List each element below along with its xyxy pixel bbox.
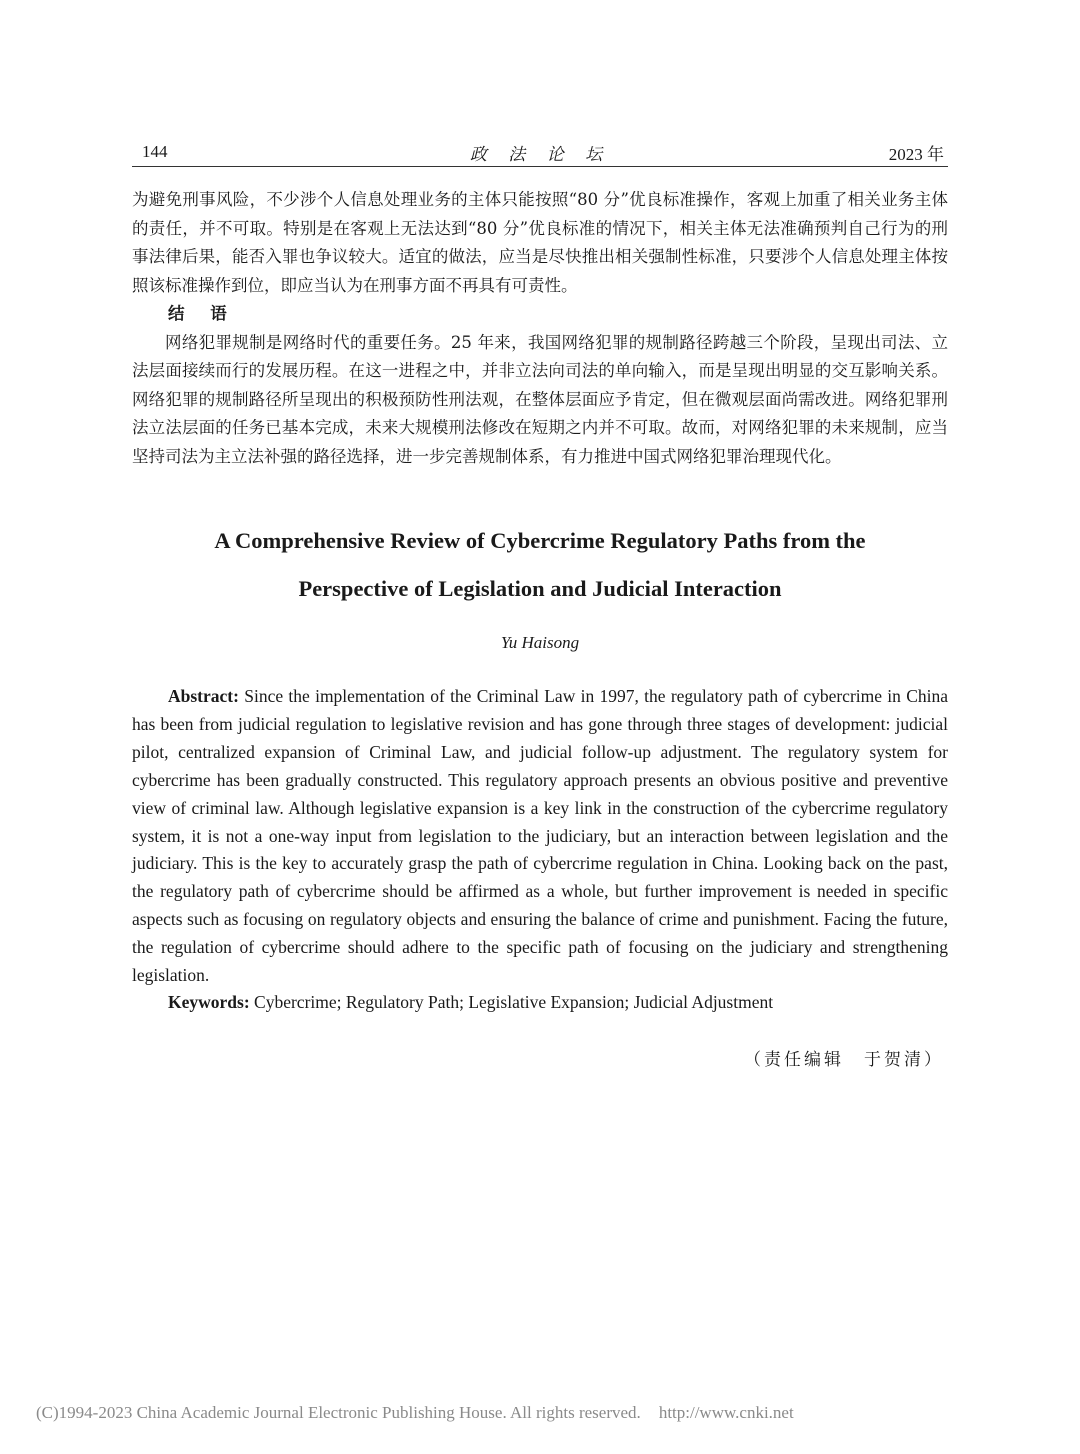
journal-name: 政 法 论 坛 xyxy=(469,145,611,165)
keywords-label: Keywords: xyxy=(168,992,250,1012)
conclusion-paragraph: 网络犯罪规制是网络时代的重要任务。25 年来，我国网络犯罪的规制路径跨越三个阶段，呈现出司法、立法层面接续而行的发展历程。在这一进程之中，并非立法向司法的单向输入，而是呈现出明显的交互影响关系。网络犯罪的规制路径所呈现出的积极预防性刑法观，在整体层面应予肯定，但在微观层面尚需改进。网络犯罪刑法立法层面的任务已基本完成，未来大规模刑法修改在短期之内并不可取。故而，对网络犯罪的未来规制，应当坚持司法为主立法补强的路径选择，进一步完善规制体系，有力推进中国式网络犯罪治理现代化。 xyxy=(132,332,948,466)
copyright-footer xyxy=(36,1403,794,1423)
english-title xyxy=(132,517,948,613)
abstract-paragraph xyxy=(132,683,948,990)
paper-page xyxy=(132,0,948,1454)
chinese-body xyxy=(132,186,948,471)
section-heading-conclusion: 结 语 xyxy=(168,304,237,323)
keywords-text: Cybercrime; Regulatory Path; Legislative Expansion; Judicial Adjustment xyxy=(254,992,774,1012)
copyright-text: (C)1994-2023 China Academic Journal Electronic Publishing House. All rights reserved. xyxy=(36,1403,641,1422)
editor-credit: （责任编辑 于贺清） xyxy=(744,1050,944,1070)
english-title-line-1: A Comprehensive Review of Cybercrime Regulatory Paths from the xyxy=(214,528,866,553)
keywords-paragraph xyxy=(168,989,948,1017)
running-header xyxy=(132,136,948,167)
english-title-line-2: Perspective of Legislation and Judicial Interaction xyxy=(298,576,782,601)
author-name: Yu Haisong xyxy=(500,633,580,652)
page-number: 144 xyxy=(142,142,168,161)
abstract-text: Since the implementation of the Criminal Law in 1997, the regulatory path of cybercrime in China has been from judicial regulation to legislative revision and has gone through three stages of development: judicial pilot, centralized expansion of Criminal Law, and judicial follow-up adjustment. The regulatory system for cybercrime has been gradually constructed. This regulatory approach presents an obvious positive and preventive view of criminal law. Although legislative expansion is a key link in the construction of the cybercrime regulatory system, it is not a one-way input from legislation to the judiciary, but an interaction between legislation and the judiciary. This is the key to accurately grasp the path of cybercrime regulation in China. Looking back on the past, the regulatory path of cybercrime should be affirmed as a whole, but further improvement is needed in specific aspects such as focusing on regulatory objects and ensuring the balance of crime and punishment. Facing the future, the regulation of cybercrime should adhere to the specific path of focusing on the judiciary and strengthening legislation. xyxy=(132,686,949,986)
abstract-label: Abstract: xyxy=(168,686,239,706)
issue-year: 2023 年 xyxy=(888,145,944,164)
cnki-link[interactable]: http://www.cnki.net xyxy=(658,1403,794,1422)
continuation-paragraph: 为避免刑事风险，不少涉个人信息处理业务的主体只能按照“80 分”优良标准操作，客观上加重了相关业务主体的责任，并不可取。特别是在客观上无法达到“80 分”优良标准的情况下，相关主体无法准确预判自己行为的刑事法律后果，能否入罪也争议较大。适宜的做法，应当是尽快推出相关强制性标准，只要涉个人信息处理主体按照该标准操作到位，即应当认为在刑事方面不再具有可责性。 xyxy=(132,190,948,295)
